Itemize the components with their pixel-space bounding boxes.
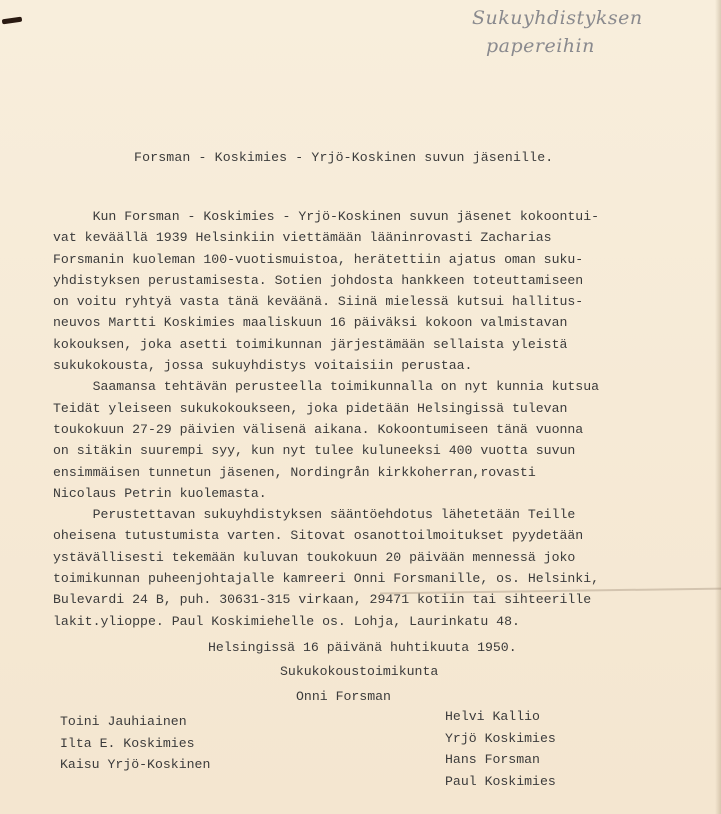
- signature-name: Ilta E. Koskimies: [60, 735, 195, 751]
- body-line: ystävällisesti tekemään kuluvan toukokuun 20 päivään mennessä joko: [53, 549, 576, 565]
- letter-body: [53, 206, 599, 632]
- signature-name: Helvi Kallio: [445, 709, 540, 724]
- committee-chair: Onni Forsman: [296, 689, 391, 704]
- staple-mark: [2, 17, 23, 25]
- body-line: Perustettavan sukuyhdistyksen sääntöehdotus lähetetään Teille: [53, 507, 576, 523]
- signatures-left: [60, 711, 210, 776]
- body-line: toukokuun 27-29 päivien välisenä aikana. Kokoontumiseen tänä vuonna: [53, 421, 584, 437]
- body-line: kokouksen, joka asetti toimikunnan järjestämään sellaista yleistä: [53, 336, 568, 352]
- body-line: Teidät yleiseen sukukokoukseen, joka pidetään Helsingissä tulevan: [53, 400, 568, 416]
- signature-name: Toini Jauhiainen: [60, 714, 187, 729]
- signature-name: Kaisu Yrjö-Koskinen: [60, 757, 211, 772]
- body-line: Bulevardi 24 B, puh. 30631-315 virkaan, 29471 kotiin tai sihteerille: [53, 592, 592, 608]
- body-line: ensimmäisen tunnetun jäsenen, Nordingrån kirkkoherran,rovasti: [53, 464, 536, 480]
- handwritten-note-line-2: papereihin: [486, 35, 595, 57]
- body-line: on sitäkin suurempi syy, kun nyt tulee kuluneeksi 400 vuotta suvun: [53, 443, 576, 459]
- handwritten-note-line-1: Sukuyhdistyksen: [472, 7, 643, 29]
- body-line: Kun Forsman - Koskimies - Yrjö-Koskinen suvun jäsenet kokoontui-: [53, 209, 600, 224]
- body-line: vat keväällä 1939 Helsinkiin viettämään lääninrovasti Zacharias: [53, 230, 552, 246]
- signatures-right: [445, 706, 556, 792]
- letter-heading: Forsman - Koskimies - Yrjö-Koskinen suvun jäsenille.: [134, 150, 554, 165]
- page-edge-shadow: [715, 0, 721, 814]
- body-line: sukukokousta, jossa sukuyhdistys voitaisiin perustaa.: [53, 358, 473, 374]
- signature-name: Yrjö Koskimies: [445, 730, 556, 746]
- body-line: Saamansa tehtävän perusteella toimikunnalla on nyt kunnia kutsua: [53, 379, 600, 395]
- body-line: oheisena tutustumista varten. Sitovat osanottoilmoitukset pyydetään: [53, 528, 584, 544]
- body-line: lakit.ylioppe. Paul Koskimiehelle os. Lohja, Laurinkatu 48.: [53, 613, 520, 629]
- signature-name: Hans Forsman: [445, 752, 540, 767]
- body-line: neuvos Martti Koskimies maaliskuun 16 päiväksi kokoon valmistavan: [53, 315, 568, 331]
- signature-name: Paul Koskimies: [445, 773, 556, 789]
- body-line: on voitu ryhtyä vasta tänä keväänä. Siinä mielessä kutsui hallitus-: [53, 294, 584, 310]
- body-line: Nicolaus Petrin kuolemasta.: [53, 485, 267, 501]
- handwritten-note: [472, 4, 643, 60]
- body-line: Forsmanin kuoleman 100-vuotismuistoa, herätettiin ajatus oman suku-: [53, 251, 584, 267]
- committee-name: Sukukokoustoimikunta: [280, 664, 439, 679]
- date-line: Helsingissä 16 päivänä huhtikuuta 1950.: [208, 640, 517, 655]
- body-line: yhdistyksen perustamisesta. Sotien johdosta hankkeen toteuttamiseen: [53, 272, 584, 288]
- body-line: toimikunnan puheenjohtajalle kamreeri Onni Forsmanille, os. Helsinki,: [53, 571, 600, 587]
